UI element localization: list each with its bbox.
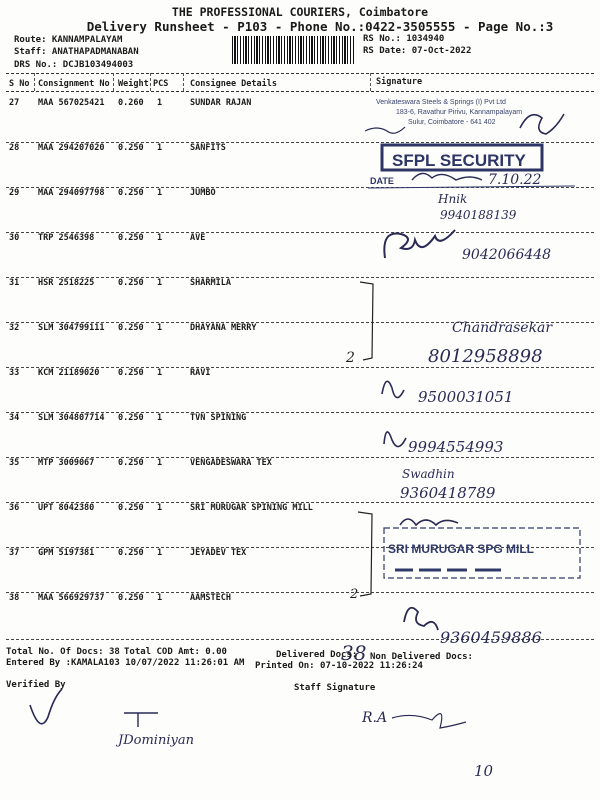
row-weight: 0.250 [118, 593, 144, 603]
row-weight: 0.250 [118, 503, 144, 513]
row-consignee: SUNDAR RAJAN [190, 98, 252, 108]
row-consignment: SLM 304807714 [38, 413, 105, 423]
runsheet-title: Delivery Runsheet - P103 - Phone No.:0422-3505555 - Page No.:3 [86, 19, 554, 34]
handwritten-phone: 9940188139 [440, 208, 517, 222]
verifier-tick [30, 689, 62, 724]
total-cod: Total COD Amt: 0.00 [124, 647, 227, 657]
row-weight: 0.250 [118, 188, 144, 198]
row-consignee: AAMSTECH [190, 593, 231, 603]
row-pcs: 1 [157, 548, 163, 558]
bracket-mark [360, 282, 373, 360]
row-consignee: TVN SPINING [190, 413, 247, 423]
row-consignment: GPM 5197381 [38, 548, 95, 558]
verifier-mark [124, 713, 158, 727]
handwritten-phone: 9500031051 [418, 388, 514, 406]
row-pcs: 1 [157, 143, 163, 153]
col-sno: S No [9, 79, 30, 89]
row-pcs: 1 [157, 503, 163, 513]
route-label: Route: KANNAMPALAYAM [14, 35, 123, 45]
stamp-line: Sulur, Coimbatore - 641 402 [408, 119, 496, 126]
row-sno: 29 [9, 188, 20, 198]
stamp-date-line [368, 186, 575, 188]
bracket-mark [358, 512, 372, 596]
page-count-handwritten: 10 [474, 762, 494, 780]
row-consignment: MTP 3009067 [38, 458, 95, 468]
row-sno: 34 [9, 413, 20, 423]
row-consignment: KCM 21189020 [38, 368, 100, 378]
row-consignee: VENGADESWARA TEX [190, 458, 272, 468]
sfpl-stamp: SFPL SECURITY [392, 151, 526, 170]
col-consignment: Consignment No [38, 79, 110, 89]
row-sno: 28 [9, 143, 20, 153]
staff-signature-scribble [392, 714, 466, 728]
row-sno: 32 [9, 323, 20, 333]
row-consignee: JUMBO [190, 188, 216, 198]
row-weight: 0.260 [118, 98, 144, 108]
signature-scribble [412, 173, 482, 180]
entered-by: Entered By :KAMALA103 10/07/2022 11:26:01 AM [6, 658, 245, 668]
handwritten-phone: 9360418789 [400, 484, 496, 502]
drs-number: DRS No.: DCJB103494003 [14, 60, 134, 70]
rs-date: RS Date: 07-Oct-2022 [363, 46, 472, 56]
rs-number: RS No.: 1034940 [363, 34, 445, 44]
row-weight: 0.250 [118, 233, 144, 243]
row-sno: 37 [9, 548, 20, 558]
row-consignment: MAA 294097798 [38, 188, 105, 198]
handwritten-name: Swadhin [402, 467, 455, 481]
handwritten-name: Chandrasekar [452, 320, 553, 336]
row-weight: 0.250 [118, 413, 144, 423]
non-delivered-docs: Non Delivered Docs: [370, 652, 473, 662]
verifier-signature: JDominiyan [118, 733, 194, 748]
row-sno: 31 [9, 278, 20, 288]
staff-signature-handwritten: R.A [362, 710, 388, 726]
stamp-line: Venkateswara Steels & Springs (I) Pvt Ltd [376, 99, 506, 106]
signature-scribble [520, 114, 564, 134]
row-pcs: 1 [157, 323, 163, 333]
stamp-date-label: DATE [370, 176, 394, 186]
row-weight: 0.250 [118, 323, 144, 333]
row-sno: 36 [9, 503, 20, 513]
handwritten-name: Hnik [438, 192, 468, 206]
row-weight: 0.250 [118, 458, 144, 468]
handwritten-phone: 9994554993 [408, 438, 504, 456]
row-sno: 33 [9, 368, 20, 378]
handwritten-phone: 9042066448 [462, 247, 552, 263]
stamp-date-handwritten: 7.10.22 [488, 172, 542, 188]
murugar-stamp: SRI MURUGAR SPG MILL [388, 542, 534, 556]
row-pcs: 1 [157, 233, 163, 243]
col-signature: Signature [376, 77, 423, 87]
row-pcs: 1 [157, 368, 163, 378]
delivered-docs: Delivered Docs: [276, 650, 358, 660]
row-weight: 0.250 [118, 278, 144, 288]
row-weight: 0.250 [118, 368, 144, 378]
col-details: Consignee Details [190, 79, 277, 89]
printed-on: Printed On: 07-10-2022 11:26:24 [255, 661, 423, 671]
row-weight: 0.250 [118, 548, 144, 558]
row-pcs: 1 [157, 188, 163, 198]
row-consignee: SRI MURUGAR SPINING MILL [190, 503, 313, 513]
handwritten-total-docs: 38 [341, 641, 367, 665]
signature-scribble [404, 608, 438, 630]
col-pcs: PCS [153, 79, 169, 89]
signature-scribble [365, 127, 405, 133]
row-consignment: UPT 8042380 [38, 503, 95, 513]
col-weight: Weight [118, 79, 149, 89]
row-consignment: MAA 566929737 [38, 593, 105, 603]
row-consignee: RAVI [190, 368, 211, 378]
verified-by: Verified By [6, 680, 66, 690]
row-pcs: 1 [157, 413, 163, 423]
bracket-count: 2 [346, 350, 355, 366]
row-sno: 30 [9, 233, 20, 243]
bracket-count: 2 [350, 587, 359, 602]
signature-scribble [382, 381, 404, 397]
total-docs: Total No. Of Docs: 38 [6, 647, 120, 657]
row-consignment: MAA 567025421 [38, 98, 105, 108]
row-sno: 27 [9, 98, 20, 108]
handwritten-phone: 8012958898 [428, 346, 543, 367]
row-consignment: TRP 2546398 [38, 233, 95, 243]
signature-scribble [384, 230, 455, 258]
row-pcs: 1 [157, 593, 163, 603]
company-stamp [376, 99, 522, 126]
staff-label: Staff: ANATHAPADMANABAN [14, 47, 139, 57]
row-pcs: 1 [157, 278, 163, 288]
row-consignee: SANFITS [190, 143, 226, 153]
signature-scribble [384, 432, 406, 447]
signature-scribble [400, 519, 458, 525]
row-sno: 38 [9, 593, 20, 603]
row-consignment: SLM 304799111 [38, 323, 105, 333]
company-title: THE PROFESSIONAL COURIERS, Coimbatore [171, 5, 429, 19]
row-consignee: SHARMILA [190, 278, 231, 288]
staff-signature-label: Staff Signature [294, 683, 376, 693]
row-pcs: 1 [157, 98, 163, 108]
row-consignee: DHAYANA MERRY [190, 323, 257, 333]
row-consignee: AVE [190, 233, 206, 243]
row-consignment: MAA 294207020 [38, 143, 105, 153]
stamp-line: 183-6, Ravathur Pirivu, Kannampalayam [396, 109, 523, 116]
row-sno: 35 [9, 458, 20, 468]
handwritten-phone: 9360459886 [440, 628, 542, 647]
row-weight: 0.250 [118, 143, 144, 153]
row-consignment: HSR 2518225 [38, 278, 95, 288]
row-consignee: JEYADEV TEX [190, 548, 247, 558]
row-pcs: 1 [157, 458, 163, 468]
